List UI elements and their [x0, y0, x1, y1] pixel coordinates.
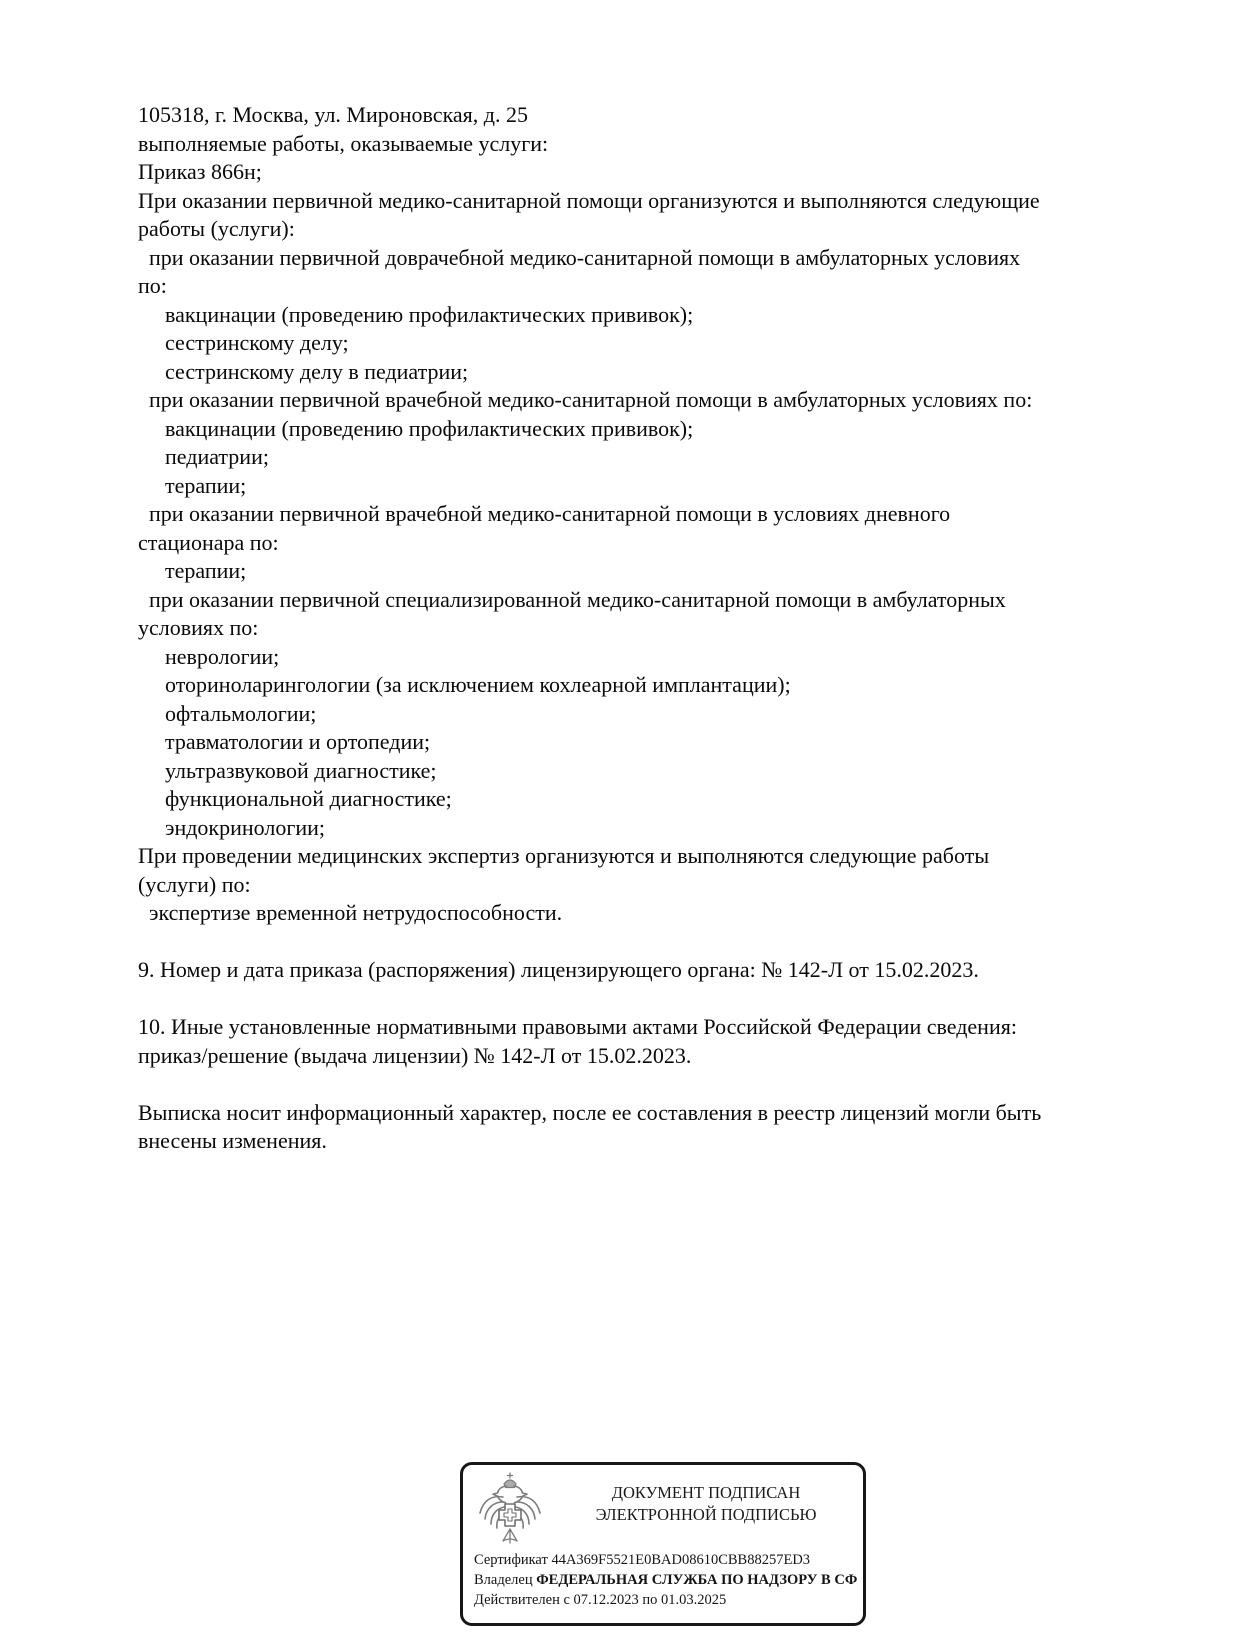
document-line: Приказ 866н; — [138, 159, 262, 184]
document-line: 105318, г. Москва, ул. Мироновская, д. 25 — [138, 102, 528, 127]
document-line: 10. Иные установленные нормативными правовыми актами Российской Федерации сведения: — [138, 1014, 1017, 1039]
electronic-signature-stamp — [460, 1462, 866, 1626]
document-line: стационара по: — [138, 529, 279, 555]
stamp-title-line2: ЭЛЕКТРОННОЙ ПОДПИСЬЮ — [595, 1505, 817, 1524]
document-line: травматологии и ортопедии; — [165, 729, 431, 754]
document-line: при оказании первичной врачебной медико-санитарной помощи в амбулаторных условиях по: — [149, 387, 1033, 412]
document-line: по: — [138, 273, 167, 298]
document-line: выполняемые работы, оказываемые услуги: — [138, 130, 549, 156]
certificate-label: Сертификат — [474, 1552, 548, 1568]
document-line: офтальмологии; — [165, 700, 317, 726]
document-line: при оказании первичной специализированной медико-санитарной помощи в амбулаторных — [149, 586, 1006, 612]
owner-value: ФЕДЕРАЛЬНАЯ СЛУЖБА ПО НАДЗОРУ В СФ — [536, 1572, 858, 1588]
document-line: условиях по: — [138, 615, 259, 640]
document-line: вакцинации (проведению профилактических прививок); — [165, 415, 694, 441]
document-line: эндокринологии; — [165, 814, 326, 840]
stamp-details — [474, 1550, 866, 1610]
stamp-title — [555, 1482, 857, 1526]
document-line: вакцинации (проведению профилактических прививок); — [165, 301, 694, 327]
document-line: работы (услуги): — [138, 216, 295, 241]
document-line: функциональной диагностике; — [165, 786, 452, 811]
document-line: (услуги) по: — [138, 871, 251, 897]
validity-value: Действителен с 07.12.2023 по 01.03.2025 — [474, 1592, 727, 1608]
roszdravnadzor-eagle-emblem-icon — [477, 1471, 543, 1547]
document-line: экспертизе временной нетрудоспособности. — [149, 900, 563, 925]
document-line: терапии; — [165, 558, 247, 583]
document-line: При проведении медицинских экспертиз организуются и выполняются следующие работы — [138, 843, 990, 868]
stamp-owner-line — [474, 1570, 866, 1590]
document-line: 9. Номер и дата приказа (распоряжения) лицензирующего органа: № 142-Л от 15.02.2023. — [138, 957, 979, 982]
owner-label: Владелец — [474, 1572, 533, 1588]
document-line: оториноларингологии (за исключением кохлеарной имплантации); — [165, 672, 791, 697]
certificate-value: 44A369F5521E0BAD08610CBB88257ED3 — [551, 1552, 811, 1568]
stamp-certificate-line — [474, 1550, 866, 1570]
document-line: педиатрии; — [165, 444, 269, 469]
document-blank-line — [138, 928, 1178, 957]
document-blank-line — [138, 985, 1178, 1014]
document-body — [138, 101, 1178, 1156]
document-line: ультразвуковой диагностике; — [165, 757, 437, 783]
document-line: сестринскому делу; — [165, 330, 349, 355]
document-line: приказ/решение (выдача лицензии) № 142-Л от 15.02.2023. — [138, 1042, 692, 1068]
document-line: сестринскому делу в педиатрии; — [165, 358, 469, 384]
document-line: неврологии; — [165, 643, 280, 669]
document-line: При оказании первичной медико-санитарной помощи организуются и выполняются следующие — [138, 187, 1040, 213]
document-blank-line — [138, 1070, 1178, 1099]
stamp-validity-line — [474, 1590, 866, 1610]
stamp-title-line1: ДОКУМЕНТ ПОДПИСАН — [611, 1483, 801, 1502]
document-line: Выписка носит информационный характер, после ее составления в реестр лицензий могли быть — [138, 1099, 1042, 1125]
document-line: при оказании первичной врачебной медико-санитарной помощи в условиях дневного — [149, 501, 951, 526]
document-line: при оказании первичной доврачебной медико-санитарной помощи в амбулаторных условиях — [149, 244, 1021, 270]
document-line: терапии; — [165, 472, 247, 498]
document-line: внесены изменения. — [138, 1128, 327, 1153]
